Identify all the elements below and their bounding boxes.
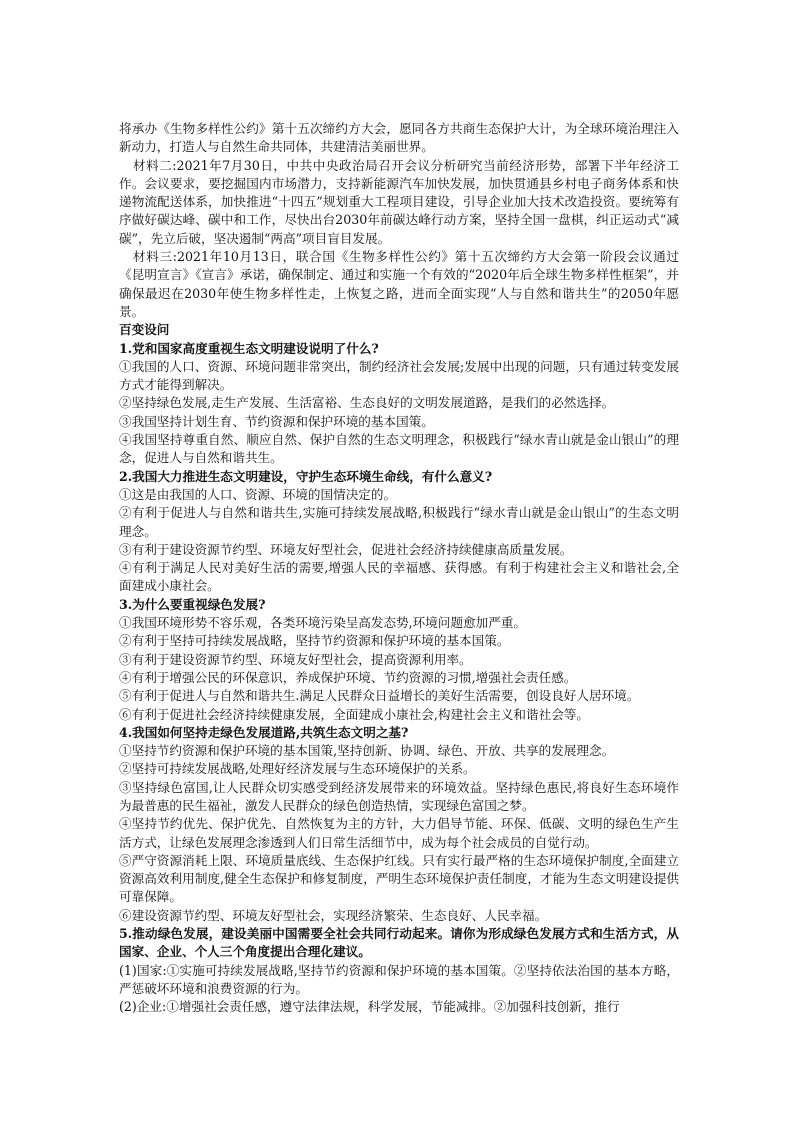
question-3-title: 3.为什么要重视绿色发展? [119, 596, 266, 612]
question-3-answer-1: ①我国环境形势不容乐观，各类环境污染呈高发态势,环境问题愈加严重。 [119, 615, 527, 631]
question-1-answer-1: ①我国的人口、资源、环境问题非常突出，制约经济社会发展;发展中出现的问题，只有通过转变发展方式才能得到解决。 [119, 358, 679, 393]
question-4-title: 4.我国如何坚持走绿色发展道路,共筑生态文明之基? [119, 724, 409, 740]
question-2-answer-4: ④有利于满足人民对美好生活的需要,增强人民的幸福感、获得感。有利于构建社会主义和谐社会,全面建成小康社会。 [119, 560, 679, 594]
section-title: 百变设问 [119, 322, 170, 338]
question-1-answer-2: ②坚持绿色发展,走生产发展、生活富裕、生态良好的文明发展道路，是我们的必然选择。 [119, 395, 615, 411]
question-2-answer-3: ③有利于建设资源节约型、环境友好型社会，促进社会经济持续健康高质量发展。 [119, 541, 573, 557]
question-4-answer-3: ③坚持绿色富国,让人民群众切实感受到经济发展带来的环境效益。坚持绿色惠民,将良好生态环境作为最普惠的民生福祉，激发人民群众的绿色创造热情，实现绿色富国之梦。 [119, 779, 679, 813]
question-4-answer-4: ④坚持节约优先、保护优先、自然恢复为主的方针，大力倡导节能、环保、低碳、文明的绿色生产生活方式，让绿色发展理念渗透到人们日常生活细节中，成为每个社会成员的自觉行动。 [119, 816, 679, 850]
question-4-answer-2: ②坚持可持续发展战略,处理好经济发展与生态环境保护的关系。 [119, 761, 476, 777]
question-3-answer-2: ②有利于坚持可持续发展战略，坚持节约资源和保护环境的基本国策。 [119, 633, 510, 649]
question-3-answer-3: ③有利于建设资源节约型、环境友好型社会，提高资源利用率。 [119, 651, 472, 667]
question-5-answer-2: (2)企业:①增强社会责任感，遵守法律法规，科学发展，节能减排。②加强科技创新，推行 [119, 999, 620, 1015]
question-2-answer-2: ②有利于促进人与自然和谐共生,实施可持续发展战略,积极践行“绿水青山就是金山银山”的生态文明理念。 [119, 505, 679, 539]
material-two-paragraph: 材料二:2021年7月30日，中共中央政治局召开会议分析研究当前经济形势，部署下半年经济工作。会议要求，要挖掘国内市场潜力，支持新能源汽车加快发展，加快贯通县乡村电子商务体系和快递物流配送体系，加快推进“十四五”规划重大工程项目建设，引导企业加大技术改造投资。要统筹有序做好碳达峰、碳中和工作，尽快出台2030年前碳达峰行动方案，坚持全国一盘棋，纠正运动式“减碳”，先立后破，坚决遏制“两高”项目盲目发展。 [119, 157, 679, 246]
question-4-answer-1: ①坚持节约资源和保护环境的基本国策,坚持创新、协调、绿色、开放、共享的发展理念。 [119, 743, 615, 759]
question-5-title: 5.推动绿色发展，建设美丽中国需要全社会共同行动起来。请你为形成绿色发展方式和生活方式，从国家、企业、个人三个角度提出合理化建议。 [119, 926, 679, 960]
question-1-answer-3: ③我国坚持计划生育、节约资源和保护环境的基本国策。 [119, 413, 434, 429]
question-3-answer-5: ⑤有利于促进人与自然和谐共生.满足人民群众日益增长的美好生活需要，创设良好人居环境。 [119, 688, 640, 704]
document-page [119, 120, 679, 1017]
question-4-answer-5: ⑤严守资源消耗上限、环境质量底线、生态保护红线。只有实行最严格的生态环境保护制度,全面建立资源高效利用制度,健全生态保护和修复制度，严明生态环境保护责任制度，才能为生态文明建设提供可靠保障。 [119, 852, 679, 905]
question-2-title: 2.我国大力推进生态文明建设，守护生态环境生命线，有什么意义? [119, 468, 493, 484]
question-5-answer-1: (1)国家:①实施可持续发展战略,坚持节约资源和保护环境的基本国策。②坚持依法治国的基本方略，严惩破坏环境和浪费资源的行为。 [119, 962, 679, 996]
question-1-title: 1.党和国家高度重视生态文明建设说明了什么? [119, 340, 379, 356]
question-4-answer-6: ⑥建设资源节约型、环境友好型社会，实现经济繁荣、生态良好、人民幸福。 [119, 907, 548, 923]
material-three-paragraph: 材料三:2021年10月13日，联合国《生物多样性公约》第十五次缔约方大会第一阶段会议通过《昆明宣言》《宣言》承诺，确保制定、通过和实施一个有效的“2020年后全球生物多样性框架”，并确保最迟在2030年使生物多样性走，上恢复之路，进而全面实现“人与自然和谐共生”的2050年愿景。 [119, 249, 679, 319]
question-3-answer-6: ⑥有利于促进社会经济持续健康发展，全面建成小康社会,构建社会主义和谐社会等。 [119, 706, 589, 722]
intro-paragraph-1: 将承办《生物多样性公约》第十五次缔约方大会，愿同各方共商生态保护大计，为全球环境治理注入新动力，打造人与自然生命共同体，共建清洁美丽世界。 [119, 121, 679, 155]
question-2-answer-1: ①这是由我国的人口、资源、环境的国情决定的。 [119, 486, 397, 502]
question-3-answer-4: ④有利于增强公民的环保意识，养成保护环境、节约资源的习惯,增强社会责任感。 [119, 669, 577, 685]
question-1-answer-4: ④我国坚持尊重自然、顺应自然、保护自然的生态文明理念，积极践行“绿水青山就是金山银山”的理念，促进人与自然和谐共生。 [119, 432, 679, 466]
